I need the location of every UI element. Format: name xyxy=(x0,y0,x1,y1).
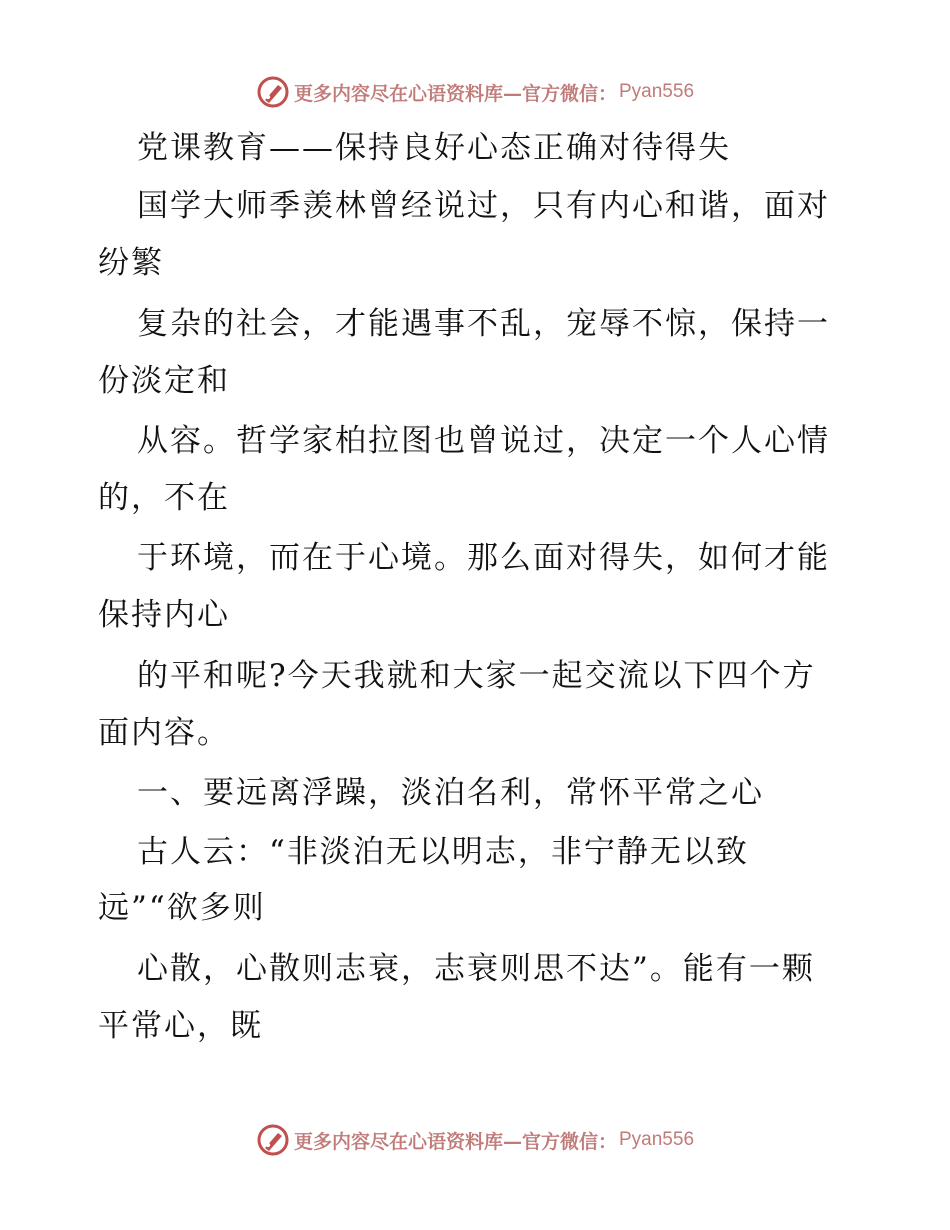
text-line: 古人云：“非淡泊无以明志，非宁静无以致 xyxy=(137,834,749,870)
text-line: 国学大师季羡林曾经说过，只有内心和谐，面对 xyxy=(137,188,830,224)
banner-wechat-id: Pyan556 xyxy=(619,81,695,102)
banner-text: 更多内容尽在心语资料库—官方微信： xyxy=(293,82,617,105)
text-line: 于环境，而在于心境。那么面对得失，如何才能 xyxy=(137,540,830,576)
footer-watermark xyxy=(0,1120,950,1160)
text-line: 纷繁 xyxy=(98,245,164,281)
banner-wechat-id: Pyan556 xyxy=(619,1129,695,1150)
text-line: 心散，心散则志衰，志衰则思不达”。能有一颗 xyxy=(137,951,815,987)
section-heading: 一、要远离浮躁，淡泊名利，常怀平常之心 xyxy=(137,775,764,811)
text-line: 从容。哲学家柏拉图也曾说过，决定一个人心情 xyxy=(137,423,830,459)
banner-text: 更多内容尽在心语资料库—官方微信： xyxy=(293,1130,617,1153)
header-watermark xyxy=(0,72,950,112)
text-line: 的，不在 xyxy=(98,480,230,516)
text-line: 保持内心 xyxy=(98,597,230,633)
title-line: 党课教育——保持良好心态正确对待得失 xyxy=(137,130,731,166)
text-line: 平常心，既 xyxy=(98,1008,263,1044)
text-line: 面内容。 xyxy=(98,715,230,751)
pen-logo-icon xyxy=(256,1123,290,1157)
text-line: 的平和呢?今天我就和大家一起交流以下四个方 xyxy=(137,658,816,694)
text-line: 远”“欲多则 xyxy=(98,890,266,926)
text-line: 份淡定和 xyxy=(98,363,230,399)
pen-logo-icon xyxy=(256,75,290,109)
text-line: 复杂的社会，才能遇事不乱，宠辱不惊，保持一 xyxy=(137,306,830,342)
